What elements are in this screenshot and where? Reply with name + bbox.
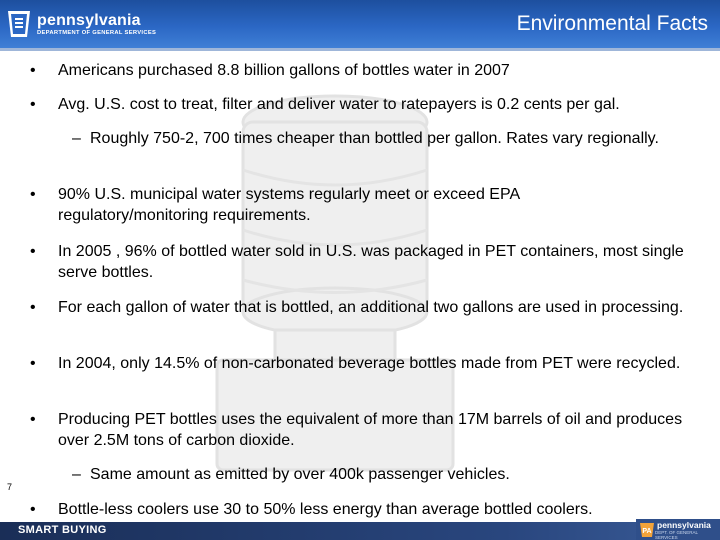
bullet-marker: • [30,96,36,113]
bullet-marker: • [30,62,36,79]
bullet-marker: • [30,411,36,428]
svg-text:PA: PA [642,527,652,535]
footer-label: SMART BUYING [18,524,107,536]
slide-number: 7 [7,482,13,492]
bullet-text: In 2005 , 96% of bottled water sold in U.S. was packaged in PET containers, most single serve bottles. [58,243,684,281]
pa-keystone-icon [639,522,655,538]
logo-department: DEPARTMENT OF GENERAL SERVICES [37,29,157,36]
bullet-marker: • [30,501,36,518]
logo-name: pennsylvania [37,11,141,29]
bullet-text: Producing PET bottles uses the equivalent of more than 17M barrels of oil and produces over 2.5M tons of carbon dioxide. [58,411,683,449]
bullet-text: Bottle-less coolers use 30 to 50% less energy than average bottled coolers. [58,501,593,518]
bullet-marker: • [30,355,36,372]
bullet-marker: – [72,130,81,147]
bullet-marker: – [72,466,81,483]
bullet-marker: • [30,186,36,203]
bullet-text: Americans purchased 8.8 billion gallons of bottles water in 2007 [58,62,510,79]
bullet-text: In 2004, only 14.5% of non-carbonated beverage bottles made from PET were recycled. [58,355,681,372]
footer-pennsylvania-logo [636,519,720,540]
bullet-marker: • [30,243,36,260]
bullet-text: Roughly 750-2, 700 times cheaper than bottled per gallon. Rates vary regionally. [90,130,659,147]
bullet-text: For each gallon of water that is bottled, an additional two gallons are used in processing. [58,299,684,316]
bullet-text: Same amount as emitted by over 400k passenger vehicles. [90,466,510,483]
bullet-text: Avg. U.S. cost to treat, filter and deliver water to ratepayers is 0.2 cents per gal. [58,96,620,113]
slide-title: Environmental Facts [516,12,708,35]
bullet-text: 90% U.S. municipal water systems regularly meet or exceed EPA regulatory/monitoring requirements. [58,186,520,224]
footer-bar [0,519,720,540]
footer-logo-name: pennsylvania [657,519,711,530]
footer-logo-sub: DEPT. OF GENERAL SERVICES [655,529,698,540]
bullet-marker: • [30,299,36,316]
